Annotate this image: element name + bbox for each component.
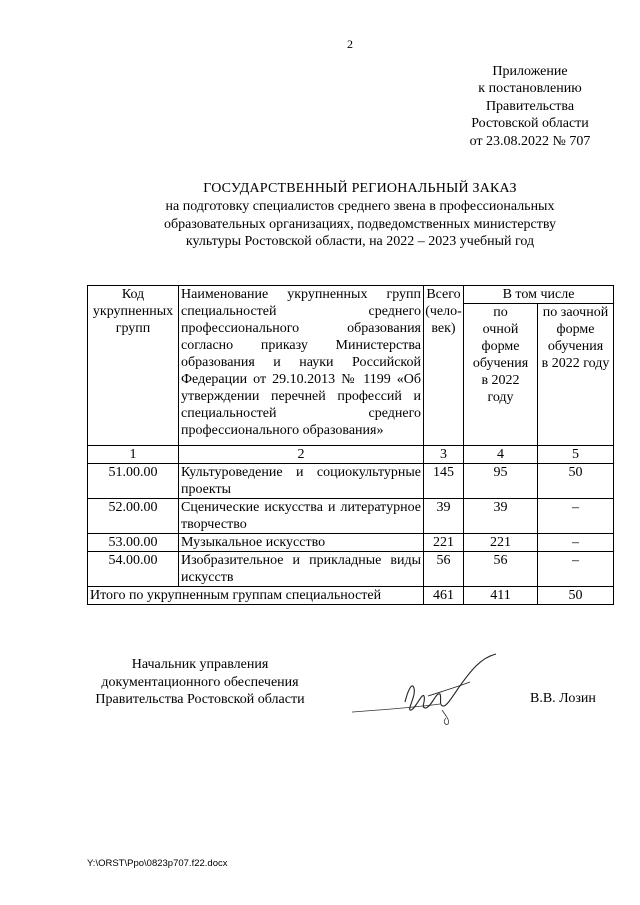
row-code: 51.00.00: [88, 464, 179, 499]
header-code-line: групп: [115, 321, 151, 336]
column-number: 4: [464, 446, 538, 464]
header-total-line: Всего: [426, 287, 461, 302]
document-subtitle-line: образовательных организациях, подведомственных министерству: [163, 216, 557, 232]
header-fulltime-line: форме: [481, 339, 520, 354]
total-row: [88, 587, 614, 605]
table-row: [88, 534, 614, 552]
header-correspondence-line: форме: [556, 322, 595, 337]
file-path: Y:\ORST\Ppo\0823p707.f22.docx: [87, 858, 228, 869]
column-number: 3: [424, 446, 464, 464]
header-fulltime-line: по: [493, 305, 508, 320]
total-sum: 461: [424, 587, 464, 605]
row-total: 39: [424, 499, 464, 534]
header-fulltime-line: году: [487, 390, 514, 405]
header-code-line: укрупненных: [92, 304, 174, 319]
document-subtitle-line: культуры Ростовской области, на 2022 – 2023 учебный год: [185, 234, 535, 250]
annex-block: [425, 63, 635, 150]
annex-line: Правительства: [485, 98, 575, 114]
header-including: В том числе: [464, 286, 614, 304]
handwritten-signature: [350, 652, 510, 732]
row-correspondence: –: [538, 552, 614, 587]
header-correspondence-line: в 2022 году: [541, 356, 610, 371]
row-total: 56: [424, 552, 464, 587]
signatory-position-line: документационного обеспечения: [101, 674, 299, 690]
header-name: Наименование укрупненных групп специальностей среднего профессионального образования согласно приказу Министерства образования и науки Российской Федерации от 29.10.2013 № 1199 «Об утверждении перечней профессий и специальностей среднего профессионального образования»: [179, 286, 424, 446]
header-code: [88, 286, 179, 446]
row-name: Музыкальное искусство: [179, 534, 424, 552]
order-table: [87, 285, 614, 605]
header-total-line: (чело-: [425, 304, 462, 319]
row-name: Сценические искусства и литературное творчество: [179, 499, 424, 534]
header-total: [424, 286, 464, 446]
header-total-line: век): [431, 321, 456, 336]
total-label: Итого по укрупненным группам специальностей: [88, 587, 424, 605]
table-row: [88, 552, 614, 587]
annex-line: Ростовской области: [471, 116, 589, 132]
annex-line: к постановлению: [478, 81, 582, 97]
total-fulltime: 411: [464, 587, 538, 605]
annex-line: Приложение: [492, 64, 568, 79]
signatory-position: [85, 656, 315, 709]
table-row: [88, 464, 614, 499]
row-name: Изобразительное и прикладные виды искусств: [179, 552, 424, 587]
row-correspondence: 50: [538, 464, 614, 499]
header-fulltime-line: обучения: [472, 356, 529, 371]
table-row: [88, 499, 614, 534]
header-fulltime-line: очной: [482, 322, 519, 337]
row-total: 221: [424, 534, 464, 552]
row-fulltime: 95: [464, 464, 538, 499]
row-code: 54.00.00: [88, 552, 179, 587]
header-code-line: Код: [121, 287, 145, 302]
column-number: 5: [538, 446, 614, 464]
header-fulltime-line: в 2022: [481, 373, 520, 388]
signatory-position-line: Правительства Ростовской области: [95, 692, 305, 707]
row-correspondence: –: [538, 534, 614, 552]
signatory-name: В.В. Лозин: [530, 691, 596, 706]
row-total: 145: [424, 464, 464, 499]
total-correspondence: 50: [538, 587, 614, 605]
row-fulltime: 221: [464, 534, 538, 552]
row-fulltime: 39: [464, 499, 538, 534]
row-name: Культуроведение и социокультурные проекты: [179, 464, 424, 499]
row-code: 52.00.00: [88, 499, 179, 534]
header-fulltime: [464, 304, 538, 446]
document-subtitle-line: на подготовку специалистов среднего звена в профессиональных: [165, 198, 555, 214]
column-number: 1: [88, 446, 179, 464]
numbering-row: [88, 446, 614, 464]
row-correspondence: –: [538, 499, 614, 534]
header-correspondence-line: по заочной: [542, 305, 609, 320]
annex-line: от 23.08.2022 № 707: [469, 133, 591, 149]
header-correspondence-line: обучения: [547, 339, 604, 354]
document-title: ГОСУДАРСТВЕННЫЙ РЕГИОНАЛЬНЫЙ ЗАКАЗ: [203, 181, 517, 196]
header-correspondence: [538, 304, 614, 446]
signatory-position-line: Начальник управления: [131, 657, 269, 672]
column-number: 2: [179, 446, 424, 464]
document-heading: [100, 180, 620, 251]
page-number: 2: [347, 37, 353, 51]
row-code: 53.00.00: [88, 534, 179, 552]
row-fulltime: 56: [464, 552, 538, 587]
